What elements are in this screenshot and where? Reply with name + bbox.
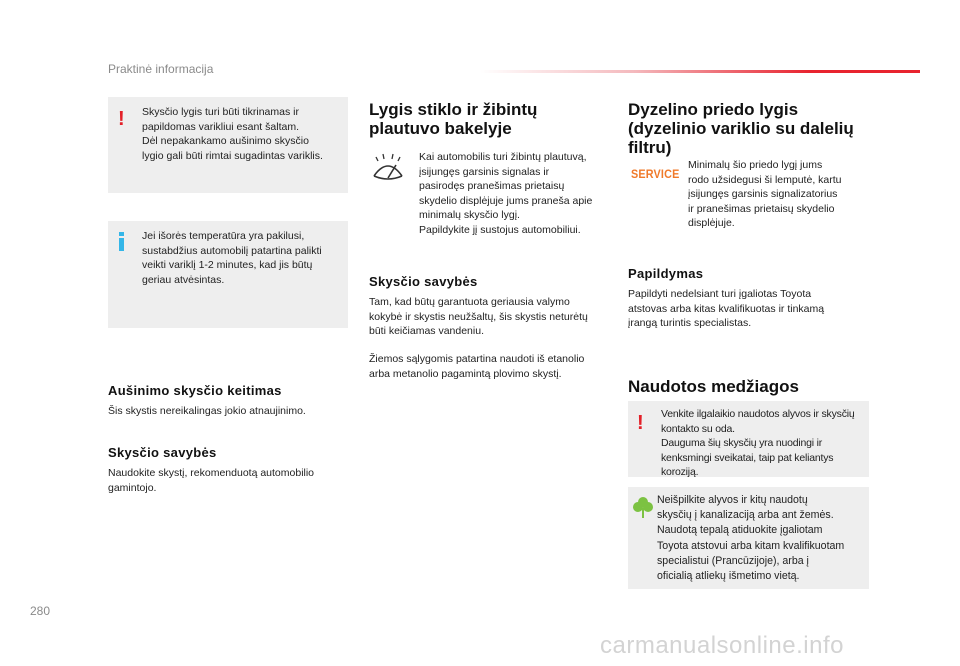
text-line: gamintojo. xyxy=(108,481,157,494)
heading-line: filtru) xyxy=(628,138,672,157)
text-line: specialistui (Prancūzijoje), arba į xyxy=(657,554,809,567)
warning-exclamation-icon: ! xyxy=(637,412,644,434)
coolant-properties-heading: Skysčio savybės xyxy=(108,445,217,460)
coolant-info-text xyxy=(142,229,347,287)
coolant-change-text xyxy=(108,404,348,419)
text-line: Skysčio lygis turi būti tikrinamas ir xyxy=(142,106,299,118)
page-number: 280 xyxy=(30,604,51,618)
info-icon xyxy=(119,238,124,251)
environment-text xyxy=(657,493,867,584)
text-line: Toyota atstovui arba kitam kvalifikuotam xyxy=(657,539,845,552)
text-line: įsijungęs garsinis signalas ir xyxy=(419,165,550,178)
text-line: veikti variklį 1-2 minutes, kad jis būtų xyxy=(142,259,313,271)
text-line: kokybė ir skystis neužšaltų, šis skystis neturėtų xyxy=(369,310,588,323)
text-line: kontakto su oda. xyxy=(661,422,735,435)
coolant-warning-box xyxy=(108,97,348,193)
text-line: Tam, kad būtų garantuota geriausia valymo xyxy=(369,296,570,308)
text-line: lygio gali būti rimtai sugadintas variklis. xyxy=(142,149,323,162)
text-line: skydelio displėjuje jums praneša apie xyxy=(419,194,593,207)
text-line: minimalų skysčio lygį. xyxy=(419,209,520,221)
text-line: atstovas arba kitas kvalifikuotas ir tinkamą xyxy=(628,302,825,315)
heading-line: Dyzelino priedo lygis xyxy=(628,100,799,119)
text-line: būti keičiamas vandeniu. xyxy=(369,325,484,337)
text-line: skysčių į kanalizaciją arba ant žemės. xyxy=(657,509,834,522)
text-line: sustabdžius automobilį patartina palikti xyxy=(142,244,322,257)
text-line: Jei išorės temperatūra yra pakilusi, xyxy=(142,230,305,242)
heading-line: Lygis stiklo ir žibintų xyxy=(369,100,538,119)
coolant-info-box xyxy=(108,221,348,328)
text-line: Žiemos sąlygomis patartina naudoti iš etanolio xyxy=(369,353,585,365)
text-line: rodo užsidegusi ši lemputė, kartu xyxy=(688,173,842,186)
used-fluids-warning-text xyxy=(661,407,866,480)
text-line: Minimalų šio priedo lygį jums xyxy=(688,159,823,171)
coolant-properties-text xyxy=(108,466,348,495)
text-line: Dauguma šių skysčių yra nuodingi ir xyxy=(661,437,823,449)
text-line: pasirodęs pranešimas prietaisų xyxy=(419,180,565,192)
text-line: Dėl nepakankamo aušinimo skysčio xyxy=(142,135,309,147)
washer-properties-text-2 xyxy=(369,352,614,381)
environment-box xyxy=(628,487,869,589)
text-line: papildomas varikliui esant šaltam. xyxy=(142,120,299,133)
washer-level-text xyxy=(419,150,609,237)
text-line: oficialią atliekų išmetimo vietą. xyxy=(657,570,800,583)
text-line: Venkite ilgalaikio naudotos alyvos ir skysčių xyxy=(661,408,855,420)
text-line: ir pranešimas prietaisų skydelio xyxy=(688,202,835,215)
service-warning-icon: SERVICE xyxy=(631,167,680,181)
header-title: Praktinė informacija xyxy=(108,62,214,76)
used-materials-heading: Naudotos medžiagos xyxy=(628,377,799,396)
windscreen-washer-icon xyxy=(370,150,406,186)
watermark: carmanualsonline.info xyxy=(600,632,844,659)
text-line: Neišpilkite alyvos ir kitų naudotų xyxy=(657,494,808,506)
washer-properties-text-1 xyxy=(369,295,614,339)
heading-line: (dyzelinio variklio su dalelių xyxy=(628,119,854,138)
text-line: kenksmingi sveikatai, taip pat keliantys koroziją. xyxy=(661,451,834,478)
diesel-additive-heading xyxy=(628,100,854,157)
washer-level-heading xyxy=(369,100,537,138)
header-divider xyxy=(480,70,920,73)
environment-leaf-icon xyxy=(633,496,653,518)
text-line: geriau atvėsintas. xyxy=(142,273,225,286)
warning-exclamation-icon: ! xyxy=(118,108,125,130)
text-line: Papildykite jį sustojus automobiliui. xyxy=(419,223,581,236)
heading-line: plautuvo bakelyje xyxy=(369,119,512,138)
text-line: Naudotą tepalą atiduokite įgaliotam xyxy=(657,524,823,537)
text-line: Papildyti nedelsiant turi įgaliotas Toyota xyxy=(628,288,812,300)
text-line: arba metanolio pagamintą plovimo skystį. xyxy=(369,367,562,380)
coolant-change-heading: Aušinimo skysčio keitimas xyxy=(108,383,282,398)
text-line: įrangą turintis specialistas. xyxy=(628,317,752,329)
text-line: Kai automobilis turi žibintų plautuvą, xyxy=(419,151,587,163)
diesel-additive-text xyxy=(688,158,873,231)
text-line: įsijungęs garsinis signalizatorius xyxy=(688,188,838,200)
coolant-warning-text xyxy=(142,105,347,163)
text-line: Šis skystis nereikalingas jokio atnaujinimo. xyxy=(108,405,306,417)
text-line: Naudokite skystį, rekomenduotą automobilio xyxy=(108,467,315,479)
refill-heading: Papildymas xyxy=(628,266,704,281)
text-line: displėjuje. xyxy=(688,217,735,229)
washer-properties-heading: Skysčio savybės xyxy=(369,274,478,289)
used-fluids-warning-box xyxy=(628,401,869,477)
refill-text xyxy=(628,287,878,331)
